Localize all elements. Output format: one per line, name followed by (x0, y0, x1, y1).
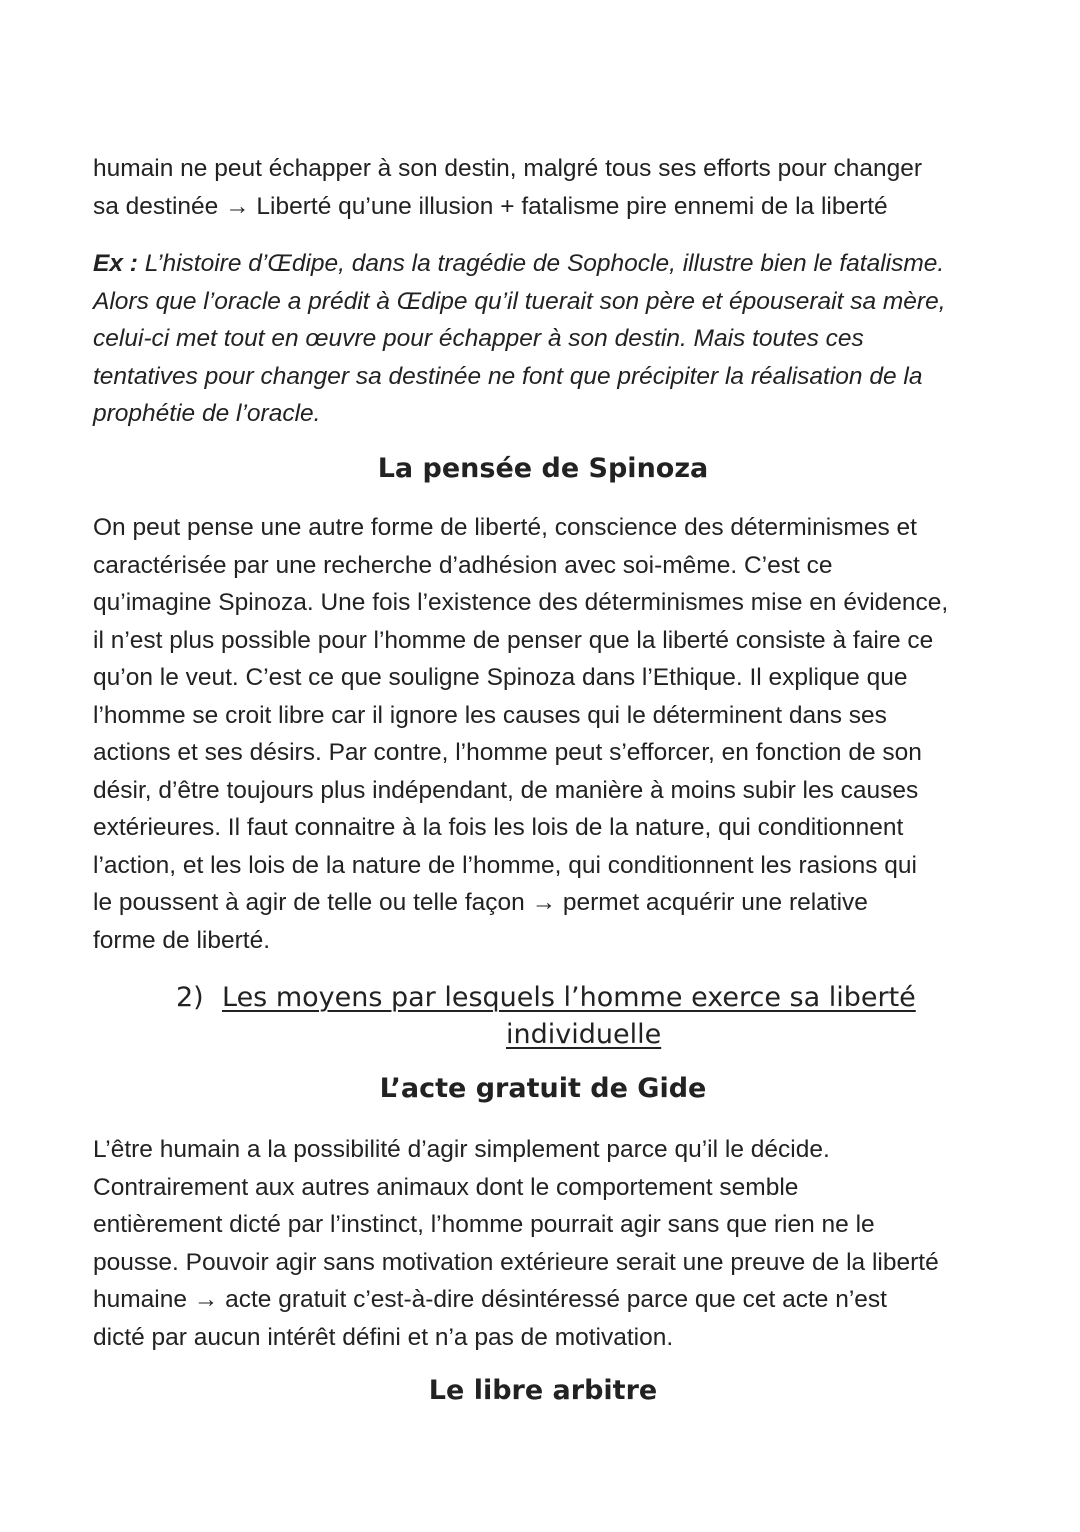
spinoza-line: actions et ses désirs. Par contre, l’homme peut s’efforcer, en fonction de son (93, 739, 922, 766)
spinoza-line: extérieures. Il faut connaitre à la fois les lois de la nature, qui conditionnent (93, 814, 904, 841)
libre-arbitre-heading: Le libre arbitre (428, 1375, 658, 1406)
gide-line: dicté par aucun intérêt défini et n’a pas de motivation. (93, 1323, 674, 1351)
gide-heading: L’acte gratuit de Gide (379, 1073, 707, 1104)
spinoza-line: qu’on le veut. C’est ce que souligne Spinoza dans l’Ethique. Il explique que (93, 664, 908, 691)
example-line: tentatives pour changer sa destinée ne font que précipiter la réalisation de la (93, 362, 923, 390)
gide-line: pousse. Pouvoir agir sans motivation extérieure serait une preuve de la liberté (93, 1248, 939, 1276)
example-line-text: L’histoire d’Œdipe, dans la tragédie de Sophocle, illustre bien le fatalisme. (137, 250, 945, 277)
example-line (93, 245, 946, 283)
intro-paragraph (93, 150, 922, 225)
spinoza-line: l’homme se croit libre car il ignore les causes qui le déterminent dans ses (93, 701, 887, 729)
intro-line: sa destinée → Liberté qu’une illusion + fatalisme pire ennemi de la liberté (93, 192, 888, 220)
spinoza-line: caractérisée par une recherche d’adhésion avec soi-même. C’est ce (93, 551, 833, 579)
intro-line: humain ne peut échapper à son destin, malgré tous ses efforts pour changer (93, 155, 922, 182)
spinoza-heading: La pensée de Spinoza (377, 453, 709, 484)
example-line: celui-ci met tout en œuvre pour échapper à son destin. Mais toutes ces (93, 325, 864, 352)
section-title-line-2: individuelle (506, 1019, 662, 1050)
example-label: Ex : (93, 250, 138, 277)
gide-paragraph (93, 1131, 939, 1356)
gide-line: entièrement dicté par l’instinct, l’homme pourrait agir sans que rien ne le (93, 1211, 875, 1238)
gide-line: L’être humain a la possibilité d’agir simplement parce qu’il le décide. (93, 1136, 830, 1163)
spinoza-line: l’action, et les lois de la nature de l’homme, qui conditionnent les rasions qui (93, 851, 917, 879)
example-line: prophétie de l’oracle. (93, 400, 321, 427)
spinoza-line: il n’est plus possible pour l’homme de penser que la liberté consiste à faire ce (93, 626, 934, 654)
section-title-line-1: Les moyens par lesquels l’homme exerce sa liberté (222, 982, 916, 1013)
gide-line: humaine → acte gratuit c’est-à-dire désintéressé parce que cet acte n’est (93, 1286, 887, 1313)
example-line: Alors que l’oracle a prédit à Œdipe qu’il tuerait son père et épouserait sa mère, (93, 287, 946, 315)
section-number: 2) (176, 982, 204, 1013)
spinoza-line: qu’imagine Spinoza. Une fois l’existence des déterminismes mise en évidence, (93, 589, 949, 616)
example-paragraph (93, 245, 946, 433)
spinoza-paragraph (93, 509, 948, 959)
spinoza-line: On peut pense une autre forme de liberté, conscience des déterminismes et (93, 514, 917, 541)
gide-line: Contrairement aux autres animaux dont le comportement semble (93, 1173, 799, 1201)
spinoza-line: désir, d’être toujours plus indépendant, de manière à moins subir les causes (93, 776, 919, 804)
spinoza-line: le poussent à agir de telle ou telle façon → permet acquérir une relative (93, 889, 868, 916)
spinoza-line: forme de liberté. (93, 926, 271, 954)
